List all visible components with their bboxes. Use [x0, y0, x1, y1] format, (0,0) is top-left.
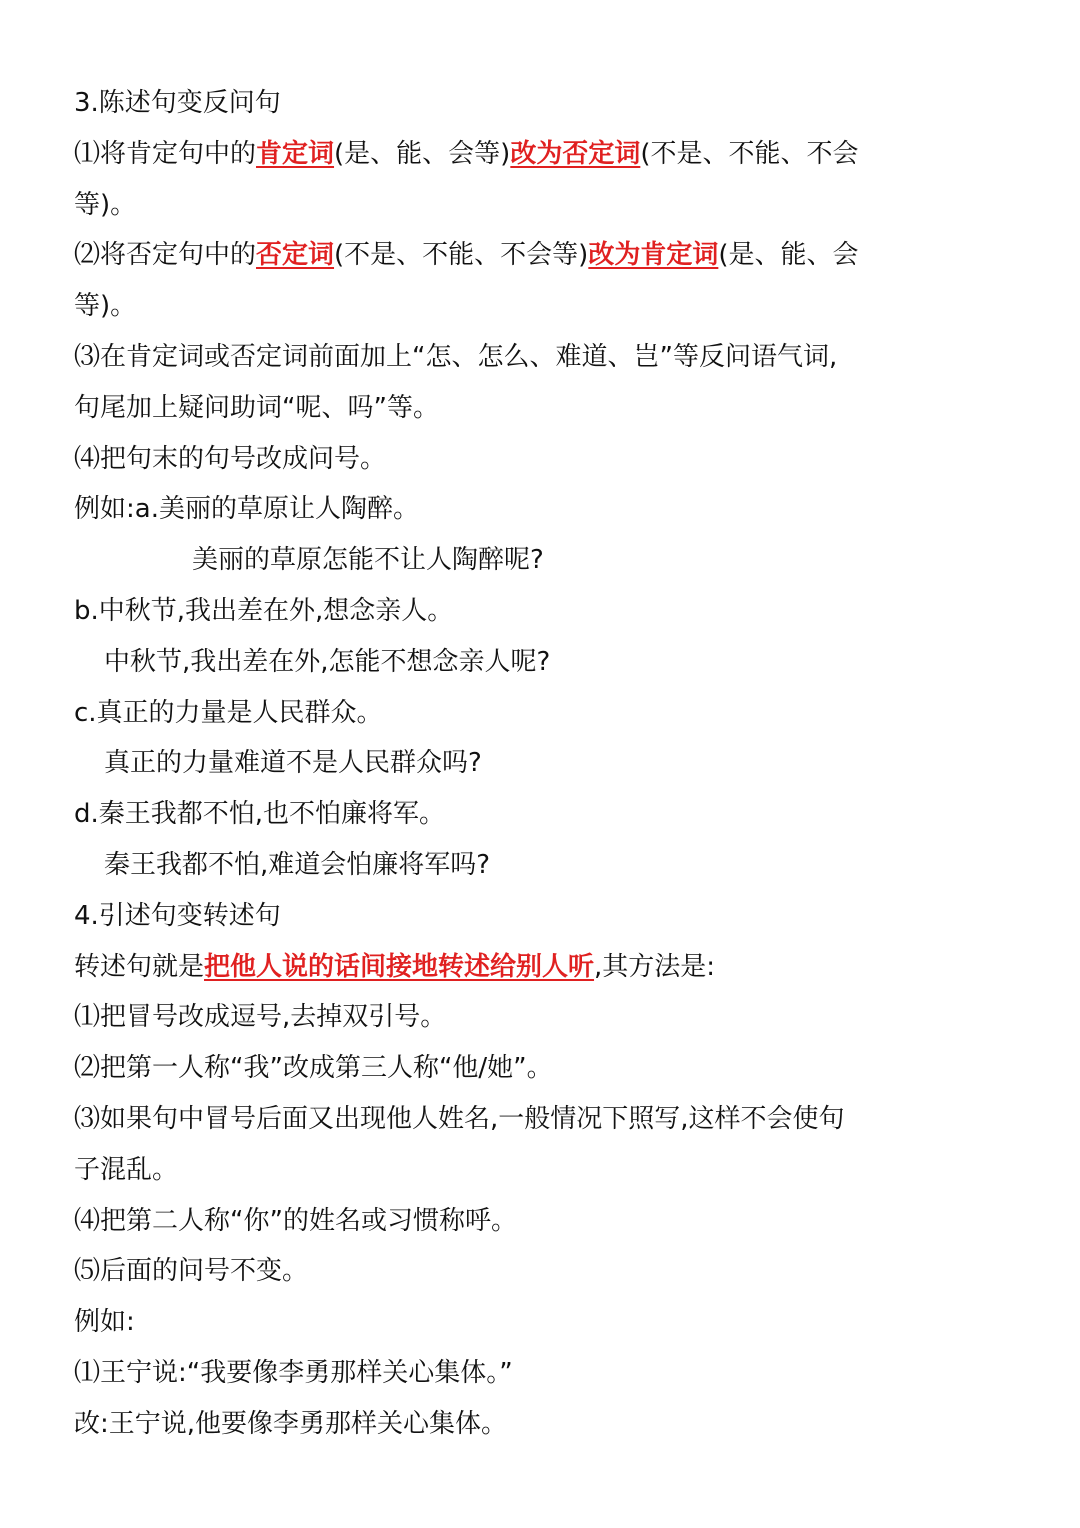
method-3-line-2: 子混乱。 — [74, 1154, 179, 1185]
method-5: ⑸后面的问号不变。 — [74, 1256, 309, 1287]
example-c-original: c.真正的力量是人民群众。 — [74, 697, 383, 728]
rule-3-line-1: ⑶在肯定词或否定词前面加上“怎、怎么、难道、岂”等反问语气词, — [74, 341, 838, 372]
section3-heading: 3.陈述句变反问句 — [74, 88, 281, 118]
example-c-rewritten: 真正的力量难道不是人民群众吗? — [104, 748, 482, 779]
method-1: ⑴把冒号改成逗号,去掉双引号。 — [74, 1002, 447, 1033]
rule-3-line-2: 句尾加上疑问助词“呢、吗”等。 — [74, 392, 439, 423]
example-a-rewritten: 美丽的草原怎能不让人陶醉呢? — [192, 545, 544, 576]
rule-2-line-2: 等)。 — [74, 291, 137, 322]
example-b-original: b.中秋节,我出差在外,想念亲人。 — [74, 595, 454, 626]
rule-4: ⑷把句末的句号改成问号。 — [74, 443, 387, 474]
rule-2-text-b: (不是、不能、不会等) — [334, 240, 589, 271]
intro-text-b: ,其方法是: — [594, 951, 716, 982]
method-4: ⑷把第二人称“你”的姓名或习惯称呼。 — [74, 1205, 517, 1236]
document-body — [74, 78, 1014, 1450]
method-3-line-1: ⑶如果句中冒号后面又出现他人姓名,一般情况下照写,这样不会使句 — [74, 1103, 845, 1134]
intro-emphasis: 把他人说的话间接地转述给别人听 — [204, 951, 595, 982]
rule-2-emphasis-2: 改为肯定词 — [588, 240, 719, 271]
rule-1-line-1 — [74, 129, 1014, 180]
example-d-original: d.秦王我都不怕,也不怕廉将军。 — [74, 799, 446, 830]
rule-2-text-c: (是、能、会 — [718, 240, 859, 271]
rule-1-text-b: (是、能、会等) — [334, 138, 511, 169]
rule-1-text-a: ⑴将肯定句中的 — [74, 138, 257, 169]
rule-1-emphasis-1: 肯定词 — [256, 138, 335, 169]
rule-1-line-2: 等)。 — [74, 189, 137, 220]
example-1-changed: 改:王宁说,他要像李勇那样关心集体。 — [74, 1408, 508, 1439]
rule-1-emphasis-2: 改为否定词 — [510, 138, 641, 169]
intro-text-a: 转述句就是 — [74, 951, 205, 982]
rule-2-emphasis-1: 否定词 — [256, 240, 335, 271]
rule-2-text-a: ⑵将否定句中的 — [74, 240, 257, 271]
example-1-original: ⑴王宁说:“我要像李勇那样关心集体。” — [74, 1357, 513, 1388]
example-a-original: 例如:a.美丽的草原让人陶醉。 — [74, 494, 419, 525]
section4-heading: 4.引述句变转述句 — [74, 900, 281, 931]
example-d-rewritten: 秦王我都不怕,难道会怕廉将军吗? — [104, 849, 491, 880]
example-label: 例如: — [74, 1307, 135, 1338]
rule-1-text-c: (不是、不能、不会 — [640, 138, 859, 169]
example-b-rewritten: 中秋节,我出差在外,怎能不想念亲人呢? — [104, 646, 551, 677]
section4-intro — [74, 942, 1014, 993]
method-2: ⑵把第一人称“我”改成第三人称“他/她”。 — [74, 1053, 553, 1084]
rule-2-line-1 — [74, 230, 1014, 281]
